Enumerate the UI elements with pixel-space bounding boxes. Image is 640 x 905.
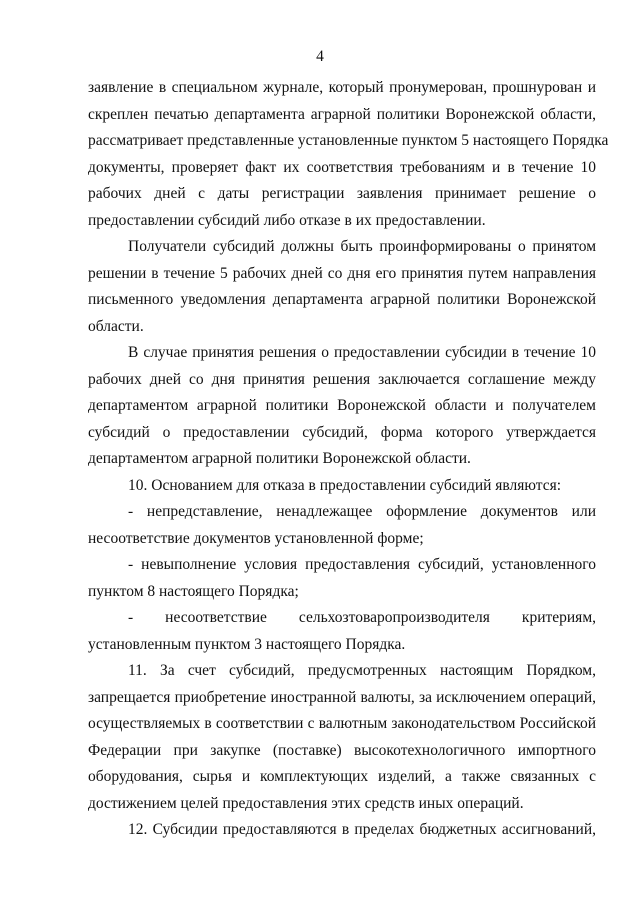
text-line: субсидий о предоставлении субсидий, форма которого утверждается xyxy=(88,423,596,441)
document-body xyxy=(88,75,609,844)
text-line: В случае принятия решения о предоставлении субсидии в течение 10 xyxy=(128,344,596,361)
page-number: 4 xyxy=(316,48,324,65)
text-line: оборудования, сырья и комплектующих изделий, а также связанных с xyxy=(88,768,596,785)
text-line: пунктом 8 настоящего Порядка; xyxy=(88,582,299,600)
text-line: - несоответствие сельхозтоваропроизводителя критериям, xyxy=(128,609,596,626)
text-line: достижением целей предоставления этих средств иных операций. xyxy=(88,794,524,812)
text-line: предоставлении субсидий либо отказе в их предоставлении. xyxy=(88,211,486,229)
text-line: - невыполнение условия предоставления субсидий, установленного xyxy=(128,556,596,573)
text-line: осуществляемых в соответствии с валютным законодательством Российской xyxy=(88,715,596,732)
text-line: Получатели субсидий должны быть проинформированы о принятом xyxy=(128,238,596,255)
text-line: письменного уведомления департамента аграрной политики Воронежской xyxy=(88,291,596,308)
text-line: области. xyxy=(88,317,144,335)
text-line: заявление в специальном журнале, который пронумерован, прошнурован и xyxy=(88,79,596,96)
text-line: 10. Основанием для отказа в предоставлении субсидий являются: xyxy=(128,476,562,494)
text-line: несоответствие документов установленной форме; xyxy=(88,529,424,547)
text-line: 12. Субсидии предоставляются в пределах бюджетных ассигнований, xyxy=(128,821,596,838)
text-line: рассматривает представленные установленные пунктом 5 настоящего Порядка xyxy=(88,132,609,149)
text-line: установленным пунктом 3 настоящего Порядка. xyxy=(88,635,406,653)
text-line: запрещается приобретение иностранной валюты, за исключением операций, xyxy=(88,688,596,706)
text-line: рабочих дней с даты регистрации заявления принимает решение о xyxy=(88,185,596,202)
text-line: решении в течение 5 рабочих дней со дня его принятия путем направления xyxy=(88,264,596,282)
text-line: рабочих дней со дня принятия решения заключается соглашение между xyxy=(88,370,596,388)
text-line: скреплен печатью департамента аграрной политики Воронежской области, xyxy=(88,105,596,123)
text-line: департаментом аграрной политики Воронежской области и получателем xyxy=(88,397,596,414)
text-line: - непредставление, ненадлежащее оформление документов или xyxy=(128,503,596,520)
text-line: Федерации при закупке (поставке) высокотехнологичного импортного xyxy=(88,741,596,759)
text-line: документы, проверяет факт их соответствия требованиям и в течение 10 xyxy=(88,158,596,176)
text-line: 11. За счет субсидий, предусмотренных настоящим Порядком, xyxy=(128,662,596,679)
text-line: департаментом аграрной политики Воронежской области. xyxy=(88,450,471,467)
